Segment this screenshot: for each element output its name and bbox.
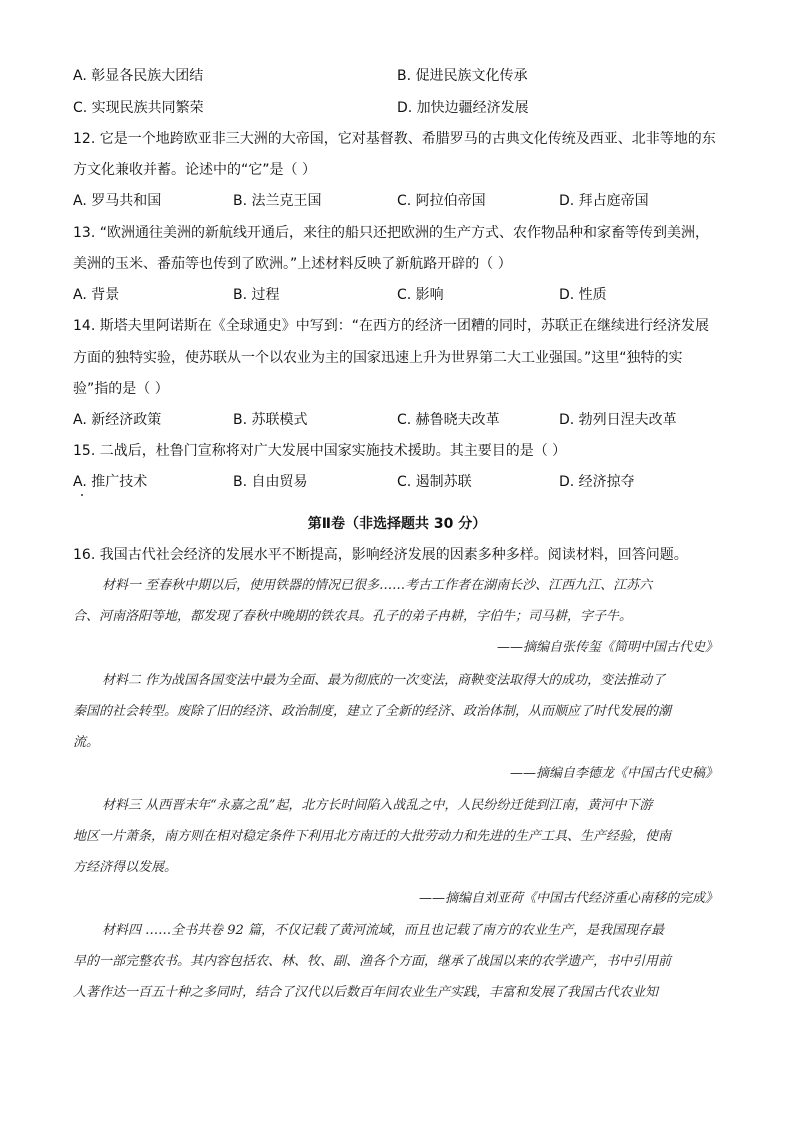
material-3-line-3: 方经济得以发展。 — [73, 860, 178, 875]
q11-option-a[interactable]: A. 彰显各民族大团结 — [73, 68, 204, 84]
q13-option-b[interactable]: B. 过程 — [233, 287, 280, 303]
q14-option-d[interactable]: D. 勃列日涅夫改革 — [559, 412, 677, 428]
q15-option-b[interactable]: B. 自由贸易 — [233, 474, 308, 490]
material-2-line-1: 材料二 作为战国各国变法中最为全面、最为彻底的一次变法，商鞅变法取得大的成功，变法推动了 — [102, 673, 666, 688]
material-2-line-2: 秦国的社会转型。废除了旧的经济、政治制度，建立了全新的经济、政治体制，从而顺应了时代发展的潮 — [73, 704, 672, 719]
q14-stem-line-2: 方面的独特实验，使苏联从一个以农业为主的国家迅速上升为世界第二大工业强国。”这里“独特的实 — [73, 350, 683, 366]
material-4-line-3: 人著作达一百五十种之多同时，结合了汉代以后数百年间农业生产实践，丰富和发展了我国古代农业知 — [73, 985, 659, 1000]
section-title: 第Ⅱ卷（非选择题共 30 分） — [307, 516, 487, 532]
material-2-line-3: 流。 — [73, 735, 100, 750]
q13-stem-line-1: 13. “欧洲通往美洲的新航线开通后，来往的船只还把欧洲的生产方式、农作物品种和家畜等传到美洲， — [73, 225, 709, 241]
material-1-source: ——摘编自张传玺《简明中国古代史》 — [496, 640, 718, 655]
q13-option-a[interactable]: A. 背景 — [73, 287, 120, 303]
material-3-line-1: 材料三 从西晋末年“永嘉之乱”起，北方长时间陷入战乱之中，人民纷纷迁徙到江南，黄河中下游 — [102, 798, 653, 813]
q12-stem-line-2: 方文化兼收并蓄。论述中的“它”是（ ） — [73, 162, 316, 178]
material-4-line-2: 早的一部完整农书。其内容包括农、林、牧、副、渔各个方面，继承了战国以来的农学遗产，书中引用前 — [73, 954, 672, 969]
q15-stem: 15. 二战后，杜鲁门宣称将对广大发展中国家实施技术援助。其主要目的是（ ） — [73, 443, 567, 459]
stray-dot — [81, 494, 83, 496]
q15-option-c[interactable]: C. 遏制苏联 — [397, 474, 472, 490]
q14-option-b[interactable]: B. 苏联模式 — [233, 412, 308, 428]
q14-option-c[interactable]: C. 赫鲁晓夫改革 — [397, 412, 500, 428]
q14-stem-line-3: 验”指的是（ ） — [73, 381, 169, 397]
q13-stem-line-2: 美洲的玉米、番茄等也传到了欧洲。”上述材料反映了新航路开辟的（ ） — [73, 256, 512, 272]
q12-option-d[interactable]: D. 拜占庭帝国 — [559, 193, 649, 209]
q11-option-b[interactable]: B. 促进民族文化传承 — [397, 68, 528, 84]
q15-option-a[interactable]: A. 推广技术 — [73, 474, 148, 490]
q12-option-b[interactable]: B. 法兰克王国 — [233, 193, 322, 209]
material-2-source: ——摘编自李德龙《中国古代史稿》 — [509, 766, 718, 781]
q14-stem-line-1: 14. 斯塔夫里阿诺斯在《全球通史》中写到：“在西方的经济一团糟的同时，苏联正在继续进行经济发展 — [73, 318, 709, 334]
material-4-line-1: 材料四 ……全书共卷 92 篇，不仅记载了黄河流域，而且也记载了南方的农业生产，是我国现存最 — [102, 923, 664, 938]
material-3-source: ——摘编自刘亚荷《中国古代经济重心南移的完成》 — [418, 891, 718, 906]
q11-option-c[interactable]: C. 实现民族共同繁荣 — [73, 100, 204, 116]
q13-option-d[interactable]: D. 性质 — [559, 287, 607, 303]
q11-option-d[interactable]: D. 加快边疆经济发展 — [397, 100, 529, 116]
q12-option-c[interactable]: C. 阿拉伯帝国 — [397, 193, 486, 209]
q15-option-d[interactable]: D. 经济掠夺 — [559, 474, 635, 490]
q12-option-a[interactable]: A. 罗马共和国 — [73, 193, 162, 209]
material-1-line-1: 材料一 至春秋中期以后，使用铁器的情况已很多……考古工作者在湖南长沙、江西九江、江苏六 — [102, 578, 653, 593]
q12-stem-line-1: 12. 它是一个地跨欧亚非三大洲的大帝国，它对基督教、希腊罗马的古典文化传统及西亚、北非等地的东 — [73, 131, 716, 147]
material-3-line-2: 地区一片萧条，南方则在相对稳定条件下利用北方南迁的大批劳动力和先进的生产工具、生产经验，使南 — [73, 829, 672, 844]
q14-option-a[interactable]: A. 新经济政策 — [73, 412, 162, 428]
q16-stem: 16. 我国古代社会经济的发展水平不断提高，影响经济发展的因素多种多样。阅读材料，回答问题。 — [73, 547, 688, 563]
q13-option-c[interactable]: C. 影响 — [397, 287, 444, 303]
material-1-line-2: 合、河南洛阳等地，都发现了春秋中晚期的铁农具。孔子的弟子冉耕，字伯牛；司马耕，字子牛。 — [73, 609, 633, 624]
